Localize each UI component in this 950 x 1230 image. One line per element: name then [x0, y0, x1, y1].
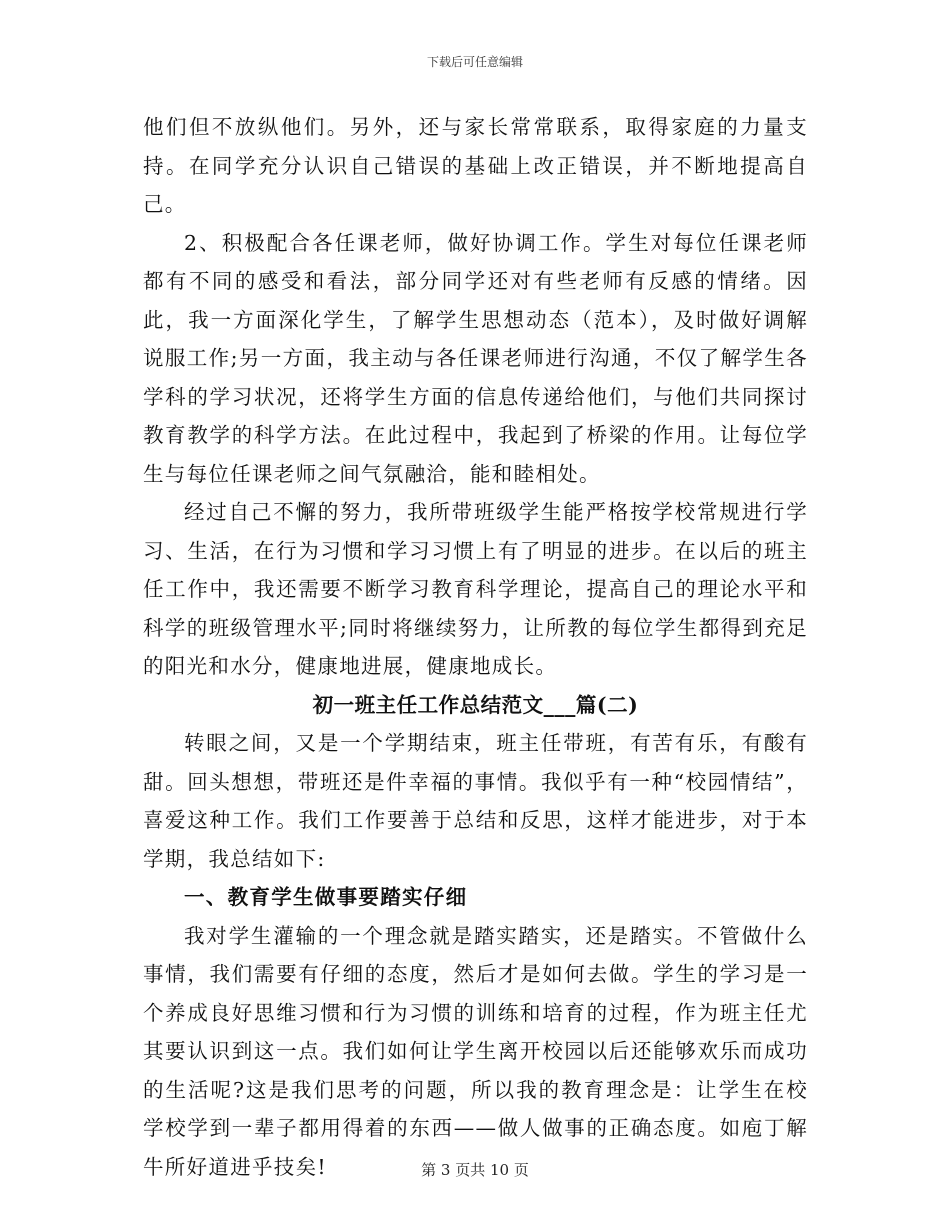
page-footer: 第 3 页共 10 页 — [421, 1161, 529, 1179]
paragraph-2: 2、积极配合各任课老师，做好协调工作。学生对每位任课老师都有不同的感受和看法，部分同学还对有些老师有反感的情绪。因此，我一方面深化学生，了解学生思想动态（范本），及时做好调解说服工作;另一方面，我主动与各任课老师进行沟通，不仅了解学生各学科的学习状况，还将学生方面的信息传递给他们，与他们共同探讨教育教学的科学方法。在此过程中，我起到了桥梁的作用。让每位学生与每位任课老师之间气氛融洽，能和睦相处。 — [143, 230, 808, 486]
paragraph-1: 他们但不放纵他们。另外，还与家长常常联系，取得家庭的力量支持。在同学充分认识自己错误的基础上改正错误，并不断地提高自己。 — [143, 115, 808, 216]
paragraph-5: 我对学生灌输的一个理念就是踏实踏实，还是踏实。不管做什么事情，我们需要有仔细的态度，然后才是如何去做。学生的学习是一个养成良好思维习惯和行为习惯的训练和培育的过程，作为班主任尤其要认识到这一点。我们如何让学生离开校园以后还能够欢乐而成功的生活呢?这是我们思考的问题，所以我的教育理念是：让学生在校学校学到一辈子都用得着的东西——做人做事的正确态度。如庖丁解牛所好道进乎技矣! — [143, 923, 808, 1179]
subheading: 一、教育学生做事要踏实仔细 — [184, 885, 468, 909]
page-header: 下载后可任意编辑 — [426, 55, 523, 69]
section-title: 初一班主任工作总结范文___篇(二) — [312, 692, 639, 717]
paragraph-3: 经过自己不懈的努力，我所带班级学生能严格按学校常规进行学习、生活，在行为习惯和学习习惯上有了明显的进步。在以后的班主任工作中，我还需要不断学习教育科学理论，提高自己的理论水平和科学的班级管理水平;同时将继续努力，让所教的每位学生都得到充足的阳光和水分，健康地进展，健康地成长。 — [143, 500, 808, 678]
document-body — [143, 108, 808, 1186]
paragraph-4: 转眼之间，又是一个学期结束，班主任带班，有苦有乐，有酸有甜。回头想想，带班还是件幸福的事情。我似乎有一种“校园情结”，喜爱这种工作。我们工作要善于总结和反思，这样才能进步，对于本学期，我总结如下: — [143, 731, 808, 871]
